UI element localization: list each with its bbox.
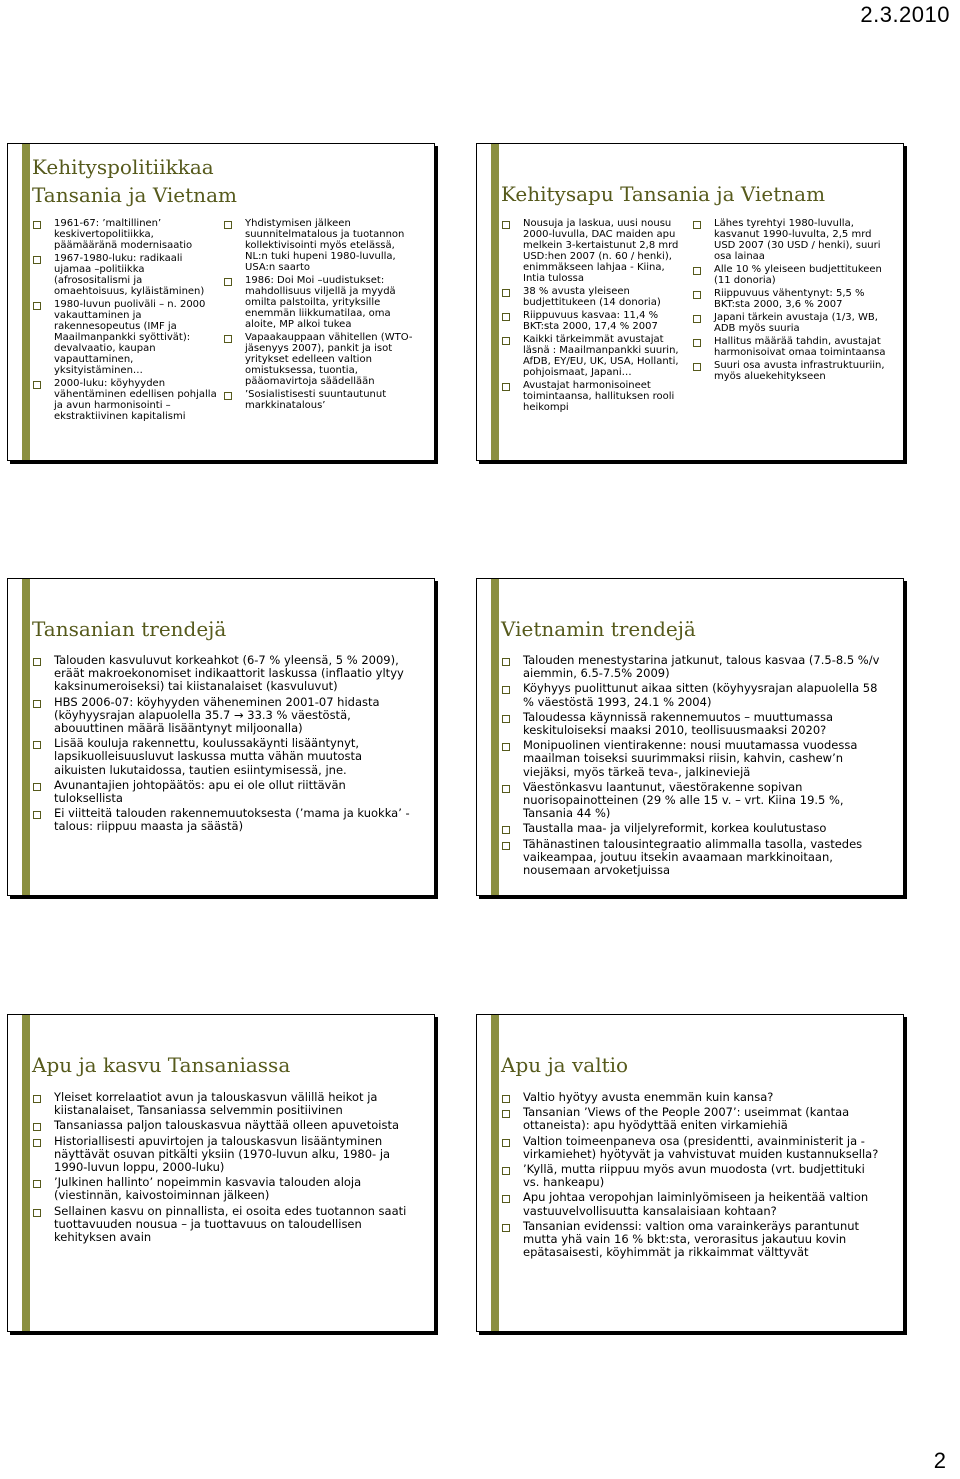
slide-column-left [501,218,687,415]
slide-accent-bar [491,579,499,895]
slide-apu-ja-kasvu [7,1014,435,1332]
list-item: Japani tärkein avustaja (1/3, WB, ADB myös suuria [692,312,888,334]
slide-title-line: Tansanian trendejä [32,617,227,641]
slide-body [501,1091,883,1261]
slide-column-right [692,218,888,384]
slide-kehitysapu [476,143,904,461]
list-item: Riippuvuus vähentynyt: 5,5 % BKT:sta 2000, 3,6 % 2007 [692,288,888,310]
list-item: Apu johtaa veropohjan laiminlyömiseen ja heikentää valtion vastuuvelvollisuutta kansalaisiaan kohtaan? [501,1191,883,1217]
list-item: Talouden menestystarina jatkunut, talous kasvaa (7.5-8.5 %/v aiemmin, 6.5-7.5% 2009) [501,654,883,680]
slide-title [32,153,237,209]
list-item: Sellainen kasvu on pinnallista, ei osoita edes tuotannon saati tuottavuuden nousua – ja tuottavuus on taloudellisen kehityksen avain [32,1205,414,1245]
slide-kehityspolitiikkaa [7,143,435,461]
list-item: Vapaakauppaan vähitellen (WTO-jäsenyys 2007), pankit ja isot yritykset edelleen valtion omistuksessa, tuontia, pääomavirtoja säädellään [223,332,419,387]
list-item: Taloudessa käynnissä rakennemuutos – muuttumassa keskituloiseksi maaksi 2010, teollisuusmaaksi 2020? [501,711,883,737]
slide-accent-bar [491,144,499,460]
slide-accent-bar [491,1015,499,1331]
list-item: Yhdistymisen jälkeen suunnitelmatalous ja tuotannon kollektivisointi myös etelässä, NL:n tuki hupeni 1980-luvulla, USA:n saarto [223,218,419,273]
slide-title-line: Apu ja valtio [501,1053,629,1077]
list-item: Köyhyys puolittunut aikaa sitten (köyhyysrajan alapuolella 58 % väestöstä 1993, 24.1 % 2004) [501,682,883,708]
page-number: 2 [933,1448,946,1473]
list-item: HBS 2006-07: köyhyyden väheneminen 2001-07 hidasta (köyhyysrajan alapuolella 35.7 → 33.3 % väestöstä, abouuttinen määrä lisääntynyt miljoonalla) [32,696,414,736]
slide-accent-bar [22,1015,30,1331]
list-item: Talouden kasvuluvut korkeahkot (6-7 % yleensä, 5 % 2009), eräät makroekonomiset indikaattorit laskussa (inflaatio yltyy kaksinumeroiseksi) tai kiistanalaiset (kasvuluvut) [32,654,414,694]
slide-accent-bar [22,144,30,460]
slide-title [32,615,226,643]
list-item: Valtion toimeenpaneva osa (presidentti, avainministerit ja -virkamiehet) hyötyvät ja vahvistuvat muiden kustannuksella? [501,1135,883,1161]
list-item: Suuri osa avusta infrastruktuuriin, myös aluekehitykseen [692,360,888,382]
list-item: Riippuvuus kasvaa: 11,4 % BKT:sta 2000, 17,4 % 2007 [501,310,687,332]
list-item: 1961-67: ’maltillinen’ keskivertopolitiikka, päämääränä modernisaatio [32,218,218,251]
list-item: Tansanian ’Views of the People 2007’: useimmat (kantaa ottaneista): apu hyödyttää eniten virkamiehiä [501,1106,883,1132]
list-item: Monipuolinen vientirakenne: nousi muutamassa vuodessa maailman toiseksi suurimmaksi riisin, kahvin, cashew’n viejäksi, myös tärkeä teva-, jalkineviejä [501,739,883,779]
header-date: 2.3.2010 [860,2,950,27]
list-item: Tansanian evidenssi: valtion oma varainkeräys parantunut mutta yhä vain 16 % bkt:sta, verorasitus jakautuu kovin epätasaisesti, köyhimmät ja rikkaimmat välttyvät [501,1220,883,1260]
slide-title-line: Vietnamin trendejä [501,617,696,641]
list-item: 1967-1980-luku: radikaali ujamaa –politiikka (afrosositalismi ja omaehtoisuus, kyläistäminen) [32,253,218,297]
list-item: ’Kyllä, mutta riippuu myös avun muodosta (vrt. budjettituki vs. hankeapu) [501,1163,883,1189]
list-item: ’Julkinen hallinto’ nopeimmin kasvavia talouden aloja (viestinnän, kaivostoiminnan jälkeen) [32,1176,414,1202]
list-item: Alle 10 % yleiseen budjettitukeen (11 donoria) [692,264,888,286]
slide-accent-bar [22,579,30,895]
list-item: Taustalla maa- ja viljelyreformit, korkea koulutustaso [501,822,883,835]
list-item: Valtio hyötyy avusta enemmän kuin kansa? [501,1091,883,1104]
slide-apu-ja-valtio [476,1014,904,1332]
slide-column-right [223,218,419,413]
slide-vietnamin-trendeja [476,578,904,896]
list-item: Yleiset korrelaatiot avun ja talouskasvun välillä heikot ja kiistanalaiset, Tansaniassa selvemmin positiivinen [32,1091,414,1117]
list-item: Hallitus määrää tahdin, avustajat harmonisoivat omaa toimintaansa [692,336,888,358]
slide-title [501,180,825,208]
list-item: Lisää kouluja rakennettu, koulussakäynti lisääntynyt, lapsikuolleisuusluvut laskussa mutta vähän muutosta aikuisten lukutaidossa, tautien esiintymisessä, jne. [32,737,414,777]
slide-title [501,1051,628,1079]
list-item: 2000-luku: köyhyyden vähentäminen edellisen pohjalla ja avun harmonisointi – ekstraktiivinen kapitalismi [32,378,218,422]
list-item: Tähänastinen talousintegraatio alimmalla tasolla, vastedes vaikeampaa, joutuu itsekin avaamaan markkinoitaan, nousemaan arvoketjuissa [501,838,883,878]
list-item: Kaikki tärkeimmät avustajat läsnä : Maailmanpankki suurin, AfDB, EY/EU, UK, USA, Hollanti, pohjoismaat, Japani… [501,334,687,378]
list-item: 1980-luvun puoliväli – n. 2000 vakauttaminen ja rakennesopeutus (IMF ja Maailmanpankki syöttivät): devalvaatio, kaupan vapauttaminen, yksityistäminen… [32,299,218,376]
slide-title-line: Kehitysapu Tansania ja Vietnam [501,182,826,206]
slide-title-line: Apu ja kasvu Tansaniassa [32,1053,291,1077]
slide-column-left [32,218,218,424]
slide-tansanian-trendeja [7,578,435,896]
list-item: Tansaniassa paljon talouskasvua näyttää olleen apuvetoista [32,1119,414,1132]
slide-title-line: Kehityspolitiikkaa [32,155,214,179]
list-item: Avunantajien johtopäätös: apu ei ole ollut riittävän tuloksellista [32,779,414,805]
list-item: Avustajat harmonisoineet toimintaansa, hallituksen rooli heikompi [501,380,687,413]
slide-body [32,1091,414,1246]
list-item: Historiallisesti apuvirtojen ja talouskasvun lisääntyminen näyttävät osuvan pitkälti yksiin (1970-luvun alku, 1980- ja 1990-luvun loppu, 2000-luku) [32,1135,414,1175]
slide-body [32,654,414,836]
slide-title [501,615,696,643]
list-item: 1986: Doi Moi –uudistukset: mahdollisuus viljellä ja myydä omilta palstoilta, yrityksille enemmän liikkumatilaa, oma aloite, MP alkoi tukea [223,275,419,330]
slide-title [32,1051,290,1079]
slide-title-line: Tansania ja Vietnam [32,183,237,207]
list-item: Ei viitteitä talouden rakennemuutoksesta (’mama ja kuokka’ -talous: riippuu maasta ja säästä) [32,807,414,833]
list-item: ’Sosialistisesti suuntautunut markkinatalous’ [223,389,419,411]
list-item: Lähes tyrehtyi 1980-luvulla, kasvanut 1990-luvulta, 2,5 mrd USD 2007 (30 USD / henki), suuri osa lainaa [692,218,888,262]
slide-body [501,654,883,879]
list-item: Nousuja ja laskua, uusi nousu 2000-luvulla, DAC maiden apu melkein 3-kertaistunut 2,8 mrd USD:hen 2007 (n. 60 / henki), enimmäkseen lahjaa - Kiina, Intia tulossa [501,218,687,284]
list-item: Väestönkasvu laantunut, väestörakenne sopivan nuorisopainotteinen (29 % alle 15 v. – vrt. Kiina 19.5 %, Tansania 44 %) [501,781,883,821]
list-item: 38 % avusta yleiseen budjettitukeen (14 donoria) [501,286,687,308]
